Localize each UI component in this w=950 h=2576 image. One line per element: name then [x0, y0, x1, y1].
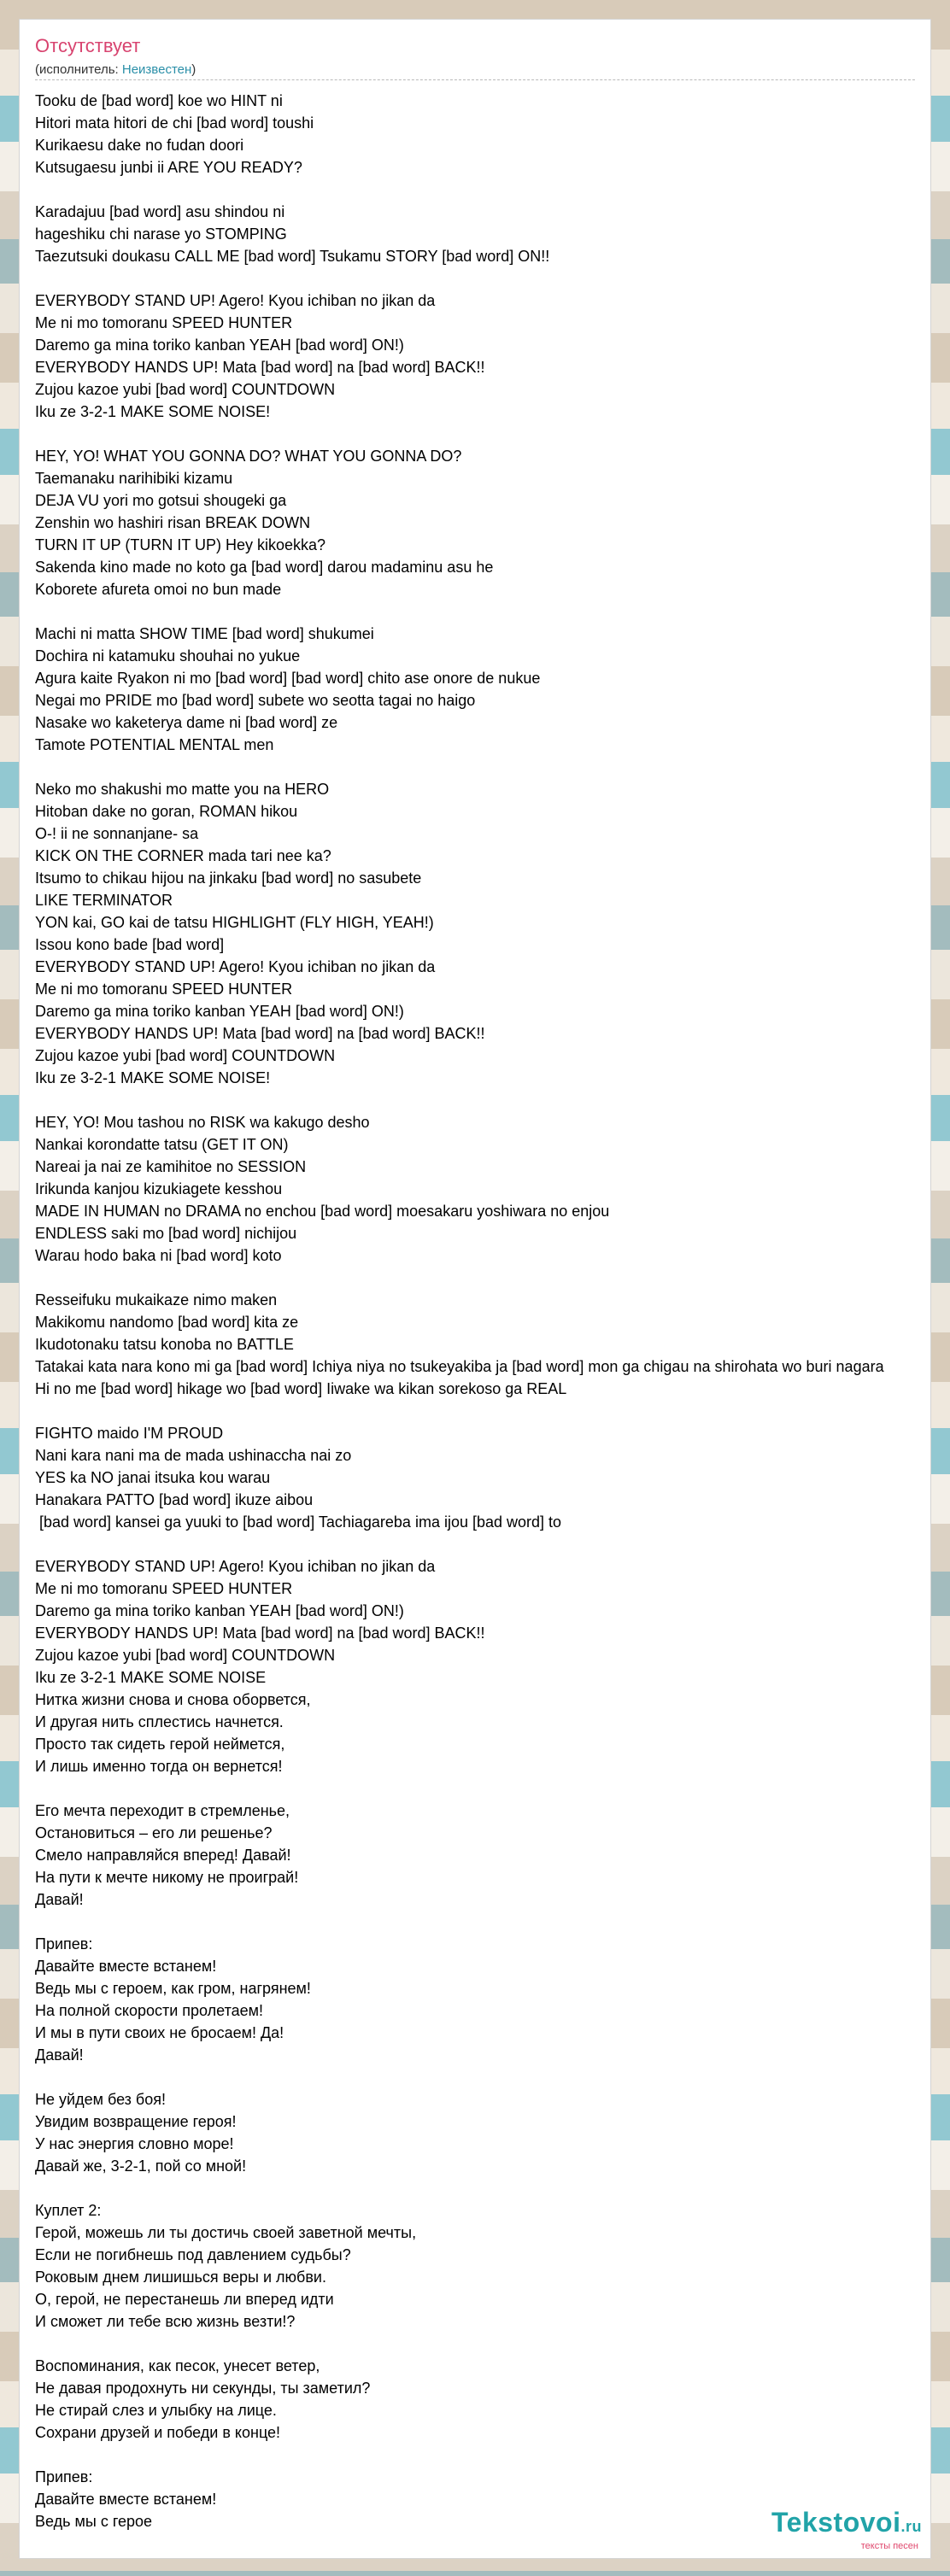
lyric-line: Daremo ga mina toriko kanban YEAH [bad word] ON!) [35, 1003, 404, 1020]
artist-link[interactable]: Неизвестен [121, 62, 192, 77]
lyric-line: MADE IN HUMAN no DRAMA no enchou [bad word] moesakaru yoshiwara no enjou [35, 1203, 610, 1220]
lyric-line: Его мечта переходит в стремленье, [35, 1802, 290, 1819]
lyric-line: Сохрани друзей и победи в конце! [35, 2424, 281, 2441]
lyric-line: KICK ON THE CORNER mada tari nee ka? [35, 847, 331, 864]
lyric-line: Nareai ja nai ze kamihitoe no SESSION [35, 1158, 307, 1175]
lyric-line: Iku ze 3-2-1 MAKE SOME NOISE! [35, 1069, 271, 1086]
lyric-line: На полной скорости пролетаем! [35, 2002, 264, 2019]
lyric-line: Taemanaku narihibiki kizamu [35, 470, 233, 487]
lyric-line: Если не погибнешь под давлением судьбы? [35, 2246, 351, 2263]
artist-prefix: (исполнитель: [35, 62, 122, 77]
lyric-line: Iku ze 3-2-1 MAKE SOME NOISE [35, 1669, 267, 1686]
lyric-line: EVERYBODY STAND UP! Agero! Kyou ichiban no jikan da [35, 1558, 436, 1575]
lyric-line [35, 267, 884, 290]
lyric-line: Me ni mo tomoranu SPEED HUNTER [35, 981, 293, 998]
lyric-line: Koborete afureta omoi no bun made [35, 581, 282, 598]
lyric-line: EVERYBODY HANDS UP! Mata [bad word] na [bad word] BACK!! [35, 1025, 485, 1042]
lyric-line [35, 1267, 884, 1289]
lyric-line: Dochira ni katamuku shouhai no yukue [35, 647, 301, 664]
lyric-line [35, 2177, 884, 2199]
lyric-line: EVERYBODY STAND UP! Agero! Kyou ichiban no jikan da [35, 292, 436, 309]
lyric-line: О, герой, не перестанешь ли вперед идти [35, 2291, 334, 2308]
lyric-line: Kutsugaesu junbi ii ARE YOU READY? [35, 159, 302, 176]
lyric-line: Zujou kazoe yubi [bad word] COUNTDOWN [35, 1647, 336, 1664]
lyric-line: hageshiku chi narase yo STOMPING [35, 225, 287, 243]
lyric-line: Makikomu nandomo [bad word] kita ze [35, 1314, 299, 1331]
lyric-line [35, 1089, 884, 1111]
lyric-line: Nani kara nani ma de mada ushinaccha nai zo [35, 1447, 352, 1464]
lyric-line: Давай же, 3-2-1, пой со мной! [35, 2157, 247, 2175]
lyric-line: Kurikaesu dake no fudan doori [35, 137, 244, 154]
lyric-line: Давай! [35, 1891, 84, 1908]
lyric-line: Nasake wo kaketerya dame ni [bad word] ze [35, 714, 338, 731]
lyric-line: Куплет 2: [35, 2202, 102, 2219]
lyric-line: FIGHTO maido I'M PROUD [35, 1425, 224, 1442]
lyric-line: Не уйдем без боя! [35, 2091, 166, 2108]
lyric-line: Просто так сидеть герой неймется, [35, 1736, 285, 1753]
lyric-line: Воспоминания, как песок, унесет ветер, [35, 2357, 320, 2374]
lyric-line: Taezutsuki doukasu CALL ME [bad word] Tsukamu STORY [bad word] ON!! [35, 248, 550, 265]
logo-tld: .ru [900, 2518, 922, 2535]
lyric-line: И другая нить сплестись начнется. [35, 1713, 284, 1730]
lyric-line: На пути к мечте никому не проиграй! [35, 1869, 299, 1886]
lyric-line: Karadajuu [bad word] asu shindou ni [35, 203, 285, 220]
lyric-line: Nankai korondatte tatsu (GET IT ON) [35, 1136, 289, 1153]
artist-line [35, 62, 196, 78]
lyric-line: Ведь мы с героем, как гром, нагрянем! [35, 1980, 311, 1997]
lyric-line: Zenshin wo hashiri risan BREAK DOWN [35, 514, 311, 531]
logo-tagline: тексты песен [860, 2541, 918, 2551]
lyric-line: Machi ni matta SHOW TIME [bad word] shukumei [35, 625, 374, 642]
lyric-line: Не давая продохнуть ни секунды, ты заметил? [35, 2380, 371, 2397]
lyric-line: Issou kono bade [bad word] [35, 936, 225, 953]
lyric-line: HEY, YO! Mou tashou no RISK wa kakugo desho [35, 1114, 370, 1131]
lyric-line: Negai mo PRIDE mo [bad word] subete wo seotta tagai no haigo [35, 692, 476, 709]
lyric-line: EVERYBODY STAND UP! Agero! Kyou ichiban no jikan da [35, 958, 436, 975]
lyric-line [35, 756, 884, 778]
lyric-line: Iku ze 3-2-1 MAKE SOME NOISE! [35, 403, 271, 420]
lyric-line: Увидим возвращение героя! [35, 2113, 237, 2130]
lyric-line: HEY, YO! WHAT YOU GONNA DO? WHAT YOU GONNA DO? [35, 448, 462, 465]
lyric-line: Daremo ga mina toriko kanban YEAH [bad word] ON!) [35, 337, 404, 354]
lyrics-text [35, 90, 884, 2532]
lyric-line: И сможет ли тебе всю жизнь везти!? [35, 2313, 296, 2330]
artist-suffix: ) [191, 62, 196, 77]
lyric-line: Припев: [35, 1935, 93, 1952]
lyric-line: ENDLESS saki mo [bad word] nichijou [35, 1225, 297, 1242]
lyric-line: Hitori mata hitori de chi [bad word] toushi [35, 114, 314, 132]
lyric-line: И мы в пути своих не бросаем! Да! [35, 2024, 284, 2041]
lyric-line: LIKE TERMINATOR [35, 892, 173, 909]
lyrics-card [19, 19, 931, 2559]
lyric-line [35, 1400, 884, 1422]
lyric-line: Hanakara PATTO [bad word] ikuze aibou [35, 1491, 314, 1508]
lyric-line: Resseifuku mukaikaze nimo maken [35, 1291, 278, 1308]
lyric-line: Герой, можешь ли ты достичь своей заветной мечты, [35, 2224, 417, 2241]
lyric-line: Irikunda kanjou kizukiagete kesshou [35, 1180, 283, 1197]
lyric-line: И лишь именно тогда он вернется! [35, 1758, 283, 1775]
lyric-line: TURN IT UP (TURN IT UP) Hey kikoekka? [35, 536, 326, 553]
lyric-line [35, 600, 884, 623]
song-title: Отсутствует [35, 35, 141, 56]
header-divider [35, 79, 915, 80]
lyric-line: Warau hodo baka ni [bad word] koto [35, 1247, 282, 1264]
lyric-line [35, 2333, 884, 2355]
lyric-line: Me ni mo tomoranu SPEED HUNTER [35, 314, 293, 331]
lyric-line: У нас энергия словно море! [35, 2135, 234, 2152]
lyric-line: Neko mo shakushi mo matte you na HERO [35, 781, 330, 798]
lyric-line: Давайте вместе встанем! [35, 2491, 217, 2508]
lyric-line [35, 1533, 884, 1555]
lyric-line: Daremo ga mina toriko kanban YEAH [bad word] ON!) [35, 1602, 404, 1619]
lyric-line [35, 2444, 884, 2466]
lyric-line: Давайте вместе встанем! [35, 1958, 217, 1975]
lyric-line: Не стирай слез и улыбку на лице. [35, 2402, 277, 2419]
lyric-line [35, 423, 884, 445]
lyric-line: YON kai, GO kai de tatsu HIGHLIGHT (FLY HIGH, YEAH!) [35, 914, 434, 931]
lyric-line: YES ka NO janai itsuka kou warau [35, 1469, 271, 1486]
lyric-line: Hi no me [bad word] hikage wo [bad word] Iiwake wa kikan sorekoso ga REAL [35, 1380, 567, 1397]
lyric-line: Tooku de [bad word] koe wo HINT ni [35, 92, 283, 109]
lyric-line: EVERYBODY HANDS UP! Mata [bad word] na [bad word] BACK!! [35, 1625, 485, 1642]
lyric-line: Роковым днем лишишься веры и любви. [35, 2269, 326, 2286]
lyric-line: Zujou kazoe yubi [bad word] COUNTDOWN [35, 381, 336, 398]
lyric-line: Ikudotonaku tatsu konoba no BATTLE [35, 1336, 294, 1353]
lyric-line: Hitoban dake no goran, ROMAN hikou [35, 803, 298, 820]
lyric-line: Нитка жизни снова и снова оборвется, [35, 1691, 311, 1708]
lyric-line: O-! ii ne sonnanjane- sa [35, 825, 199, 842]
lyric-line: Ведь мы с герое [35, 2513, 153, 2530]
lyric-line: Припев: [35, 2468, 93, 2485]
lyric-line: [bad word] kansei ga yuuki to [bad word] Tachiagareba ima ijou [bad word] to [35, 1513, 562, 1531]
lyric-line: Tatakai kata nara kono mi ga [bad word] Ichiya niya no tsukeyakiba ja [bad word] mon ga chigau na shirohata wo buri nagara [35, 1358, 884, 1375]
lyric-line [35, 2066, 884, 2088]
lyric-line: Me ni mo tomoranu SPEED HUNTER [35, 1580, 293, 1597]
lyric-line: Tamote POTENTIAL MENTAL men [35, 736, 274, 753]
lyric-line: Itsumo to chikau hijou na jinkaku [bad word] no sasubete [35, 869, 422, 887]
lyric-line: Остановиться – его ли решенье? [35, 1824, 273, 1841]
lyric-line [35, 1777, 884, 1800]
lyric-line [35, 179, 884, 201]
logo-brand: Tekstovoi [771, 2507, 901, 2538]
lyric-line: Давай! [35, 2046, 84, 2064]
lyric-line: Zujou kazoe yubi [bad word] COUNTDOWN [35, 1047, 336, 1064]
lyric-line: Agura kaite Ryakon ni mo [bad word] [bad word] chito ase onore de nukue [35, 670, 541, 687]
lyric-line: EVERYBODY HANDS UP! Mata [bad word] na [bad word] BACK!! [35, 359, 485, 376]
lyric-line: Смело направляйся вперед! Давай! [35, 1847, 291, 1864]
lyric-line [35, 1911, 884, 1933]
lyric-line: Sakenda kino made no koto ga [bad word] darou madaminu asu he [35, 559, 494, 576]
lyric-line: DEJA VU yori mo gotsui shougeki ga [35, 492, 287, 509]
site-logo[interactable] [771, 2508, 922, 2551]
